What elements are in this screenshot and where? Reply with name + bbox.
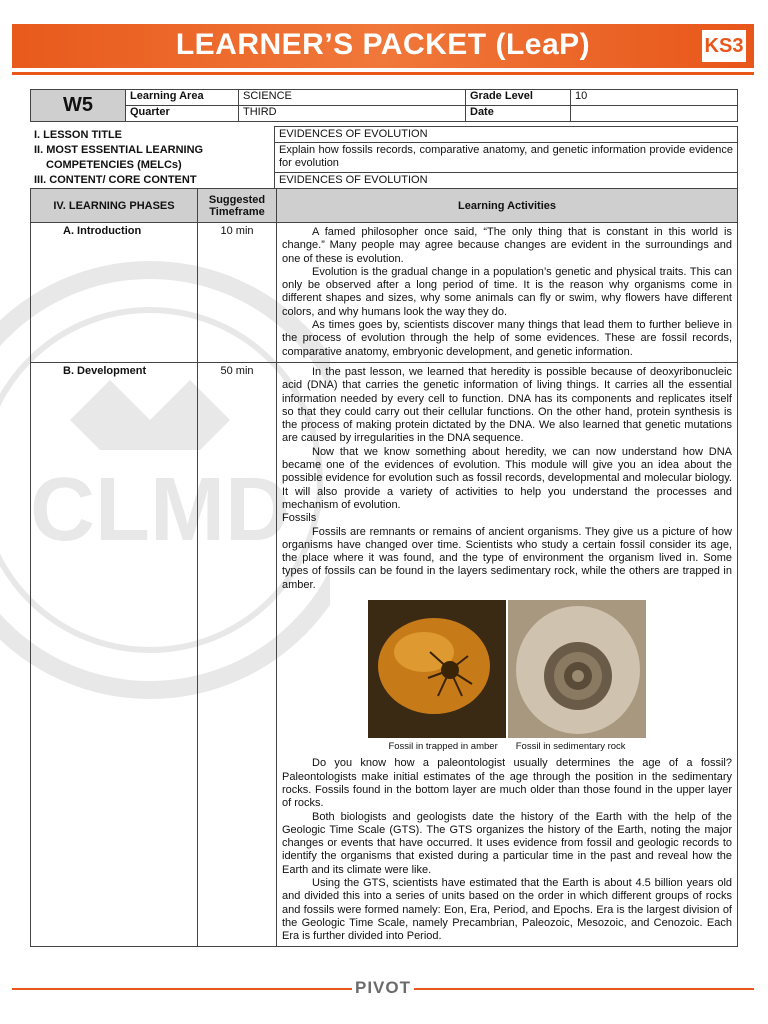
- introduction-time: 10 min: [198, 223, 277, 363]
- development-time: 50 min: [198, 362, 277, 947]
- timeframe-column-header: Suggested Timeframe: [198, 189, 277, 223]
- paragraph: As times goes by, scientists discover many things that lead them to further believe in the process of evolution through the help of some evidences. These are fossil records, comparative anatomy, embryonic development, and genetic information.: [282, 319, 732, 358]
- development-activities: [277, 362, 738, 947]
- development-phase: B. Development: [31, 362, 198, 947]
- introduction-activities: [277, 223, 738, 363]
- paragraph: Evolution is the gradual change in a population’s genetic and physical traits. This can only be observed after a long period of time. It is the reason why organisms come in different shapes and sizes, why some animals can fly or swim, why flowers have different colors, and why humans look the way they do.: [282, 265, 732, 318]
- packet-title: LEARNER’S PACKET (LeaP): [175, 28, 591, 61]
- lesson-title-label: I. LESSON TITLE: [34, 128, 123, 141]
- paragraph: Do you know how a paleontologist usually determines the age of a fossil? Paleontologists make initial estimates of the age through the position in the sedimentary rocks. Fossils found in the bottom layer are much older than those found in the upper layer of rocks.: [282, 757, 732, 810]
- amber-caption: Fossil in trapped in amber: [388, 741, 498, 753]
- learning-area-value: SCIENCE: [239, 90, 466, 106]
- pivot-logo: PIVOT: [352, 978, 414, 1000]
- paragraph: Using the GTS, scientists have estimated that the Earth is about 4.5 billion years old and divided this into a series of units based on the order in which different groups of rocks and fossils were formed namely: Eon, Era, Period, and Epochs. Era is the largest division of the Geologic Time Scale, namely Precambrian, Paleozoic, Mesozoic, and Cenozoic. Each Era is further divided into Period.: [282, 876, 732, 943]
- lesson-table: [30, 126, 738, 189]
- watermark-text: CLMD: [30, 460, 290, 560]
- fossil-captions: [282, 740, 732, 753]
- learning-area-label: Learning Area: [126, 90, 239, 106]
- date-label: Date: [466, 106, 571, 122]
- banner-divider: [12, 72, 754, 75]
- amber-fossil-image: [368, 600, 506, 738]
- quarter-value: THIRD: [239, 106, 466, 122]
- fossils-heading: Fossils: [282, 512, 317, 525]
- paragraph: Both biologists and geologists date the history of the Earth with the help of the Geologic Time Scale (GTS). The GTS organizes the history of the Earth, noting the major changes or events that have occurred. It uses evidence from fossil and geologic records to identify the organisms that existed during a particular time in the past and reveal how the Earth and its climate were like.: [282, 810, 732, 876]
- week-label: W5: [31, 90, 126, 122]
- lesson-title-value: EVIDENCES OF EVOLUTION: [275, 127, 738, 143]
- rock-caption: Fossil in sedimentary rock: [515, 741, 626, 753]
- paragraph: Fossils are remnants or remains of ancient organisms. They give us a picture of how organisms have changed over time. Scientists who study a certain fossil consider its age, the place where it was found, and the type of environment the organism lived in. Some types of fossils can be found in the layers sedimentary rock, while the others are trapped in amber.: [282, 525, 732, 591]
- learning-phases-table: [30, 188, 738, 947]
- introduction-phase: A. Introduction: [31, 223, 198, 363]
- grade-level-value: 10: [571, 90, 738, 106]
- content-value: EVIDENCES OF EVOLUTION: [275, 173, 738, 189]
- phases-column-header: IV. LEARNING PHASES: [31, 189, 198, 223]
- paragraph: Now that we know something about heredity, we can now understand how DNA became one of the evidences of evolution. This module will give you an idea about the possible evidence for evolution such as fossil records, developmental and molecular biology. It will also provide a variety of activities to help you understand the processes and mechanism of evolution.: [282, 445, 732, 511]
- paragraph: In the past lesson, we learned that heredity is possible because of deoxyribonucleic acid (DNA) that carries the genetic information of living things. It carries all the essential information needed by every cell to function. DNA has its components and replicates itself so that they could carry out their cellular functions. On the other hand, protein synthesis is the process of making protein dictated by the DNA. We also learned that genetic mutations are caused by irregularities in the DNA sequence.: [282, 365, 732, 445]
- date-value: [571, 106, 738, 122]
- quarter-label: Quarter: [126, 106, 239, 122]
- paragraph: A famed philosopher once said, “The only thing that is constant in this world is change.” Many people may agree because changes are evident in the surroundings and one of these is evolution.: [282, 226, 732, 265]
- melc-value: Explain how fossils records, comparative anatomy, and genetic information provide evidence for evolution: [275, 142, 738, 172]
- ks3-badge: KS3: [702, 30, 746, 62]
- content-label: III. CONTENT/ CORE CONTENT: [34, 173, 197, 186]
- grade-level-label: Grade Level: [466, 90, 571, 106]
- info-table: [30, 89, 738, 122]
- rock-fossil-image: [508, 600, 646, 738]
- fossil-figures: [282, 600, 732, 738]
- activities-column-header: Learning Activities: [277, 189, 738, 223]
- melc-label: II. MOST ESSENTIAL LEARNING COMPETENCIES (MELCs): [34, 143, 204, 171]
- title-banner: [12, 24, 754, 68]
